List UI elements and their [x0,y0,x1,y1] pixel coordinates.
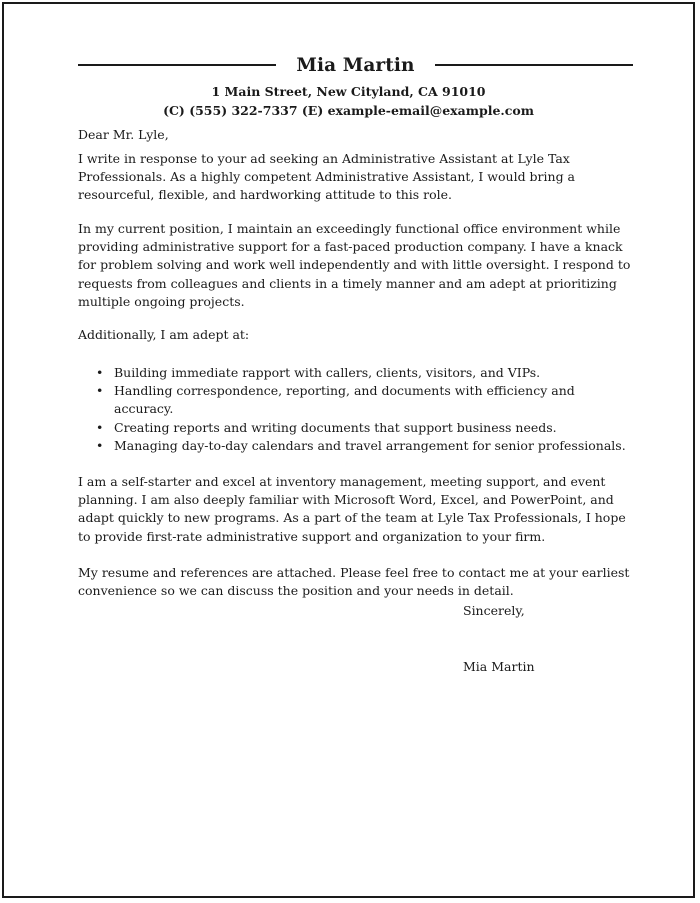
list-item-text: Building immediate rapport with callers, clients, visitors, and VIPs. [114,365,541,380]
list-item-text: Managing day-to-day calendars and travel arrangement for senior professionals. [114,437,626,453]
skills-list [96,364,656,455]
sender-address: 1 Main Street, New Cityland, CA 91010 [211,84,486,99]
paragraph-line: My resume and references are attached. Please feel free to contact me at your earliest [78,565,630,580]
list-item [96,364,656,382]
complimentary-close: Sincerely, [463,603,525,618]
bullet-icon: • [96,365,104,380]
paragraph-closing [78,564,638,600]
paragraph-line: Professionals. As a highly competent Administrative Assistant, I would bring a [78,169,575,185]
paragraph-skills-intro: Additionally, I am adept at: [78,327,250,342]
paragraph-line: planning. I am also deeply familiar with Microsoft Word, Excel, and PowerPoint, and [78,492,614,508]
paragraph-self-starter [78,473,638,546]
paragraph-line: to provide first-rate administrative support and organization to your firm. [78,528,546,544]
list-item-text: Handling correspondence, reporting, and documents with efficiency and [114,383,575,399]
list-item [96,382,656,418]
bullet-icon: • [96,419,104,435]
paragraph-line: adapt quickly to new programs. As a part of the team at Lyle Tax Professionals, I hope [78,510,626,526]
list-item-text: accuracy. [114,401,174,417]
signature-name: Mia Martin [463,659,535,674]
bullet-icon: • [96,383,104,399]
paragraph-line: multiple ongoing projects. [78,293,245,309]
paragraph-intro [78,150,638,205]
paragraph-line: I am a self-starter and excel at inventory management, meeting support, and event [78,474,606,489]
list-item [96,437,656,455]
letterhead [78,52,633,78]
letter-page [2,2,695,898]
paragraph-line: resourceful, flexible, and hardworking attitude to this role. [78,187,453,203]
paragraph-line: In my current position, I maintain an exceedingly functional office environment while [78,221,621,236]
paragraph-line: convenience so we can discuss the position and your needs in detail. [78,583,514,599]
paragraph-line: I write in response to your ad seeking an Administrative Assistant at Lyle Tax [78,151,570,166]
paragraph-line: requests from colleagues and clients in a timely manner and am adept at prioritizing [78,275,617,291]
sender-contact: (C) (555) 322-7337 (E) example-email@example.com [163,103,534,118]
list-item-text: Creating reports and writing documents that support business needs. [114,419,557,435]
list-item [96,419,656,437]
paragraph-line: for problem solving and work well independently and with little oversight. I respond to [78,257,631,273]
bullet-icon: • [96,437,104,453]
paragraph-line: providing administrative support for a fast-paced production company. I have a knack [78,239,623,255]
paragraph-current-position [78,220,638,311]
header-rule-left [78,64,276,66]
salutation: Dear Mr. Lyle, [78,127,169,142]
sender-name: Mia Martin [296,54,415,76]
header-rule-right [435,64,633,66]
